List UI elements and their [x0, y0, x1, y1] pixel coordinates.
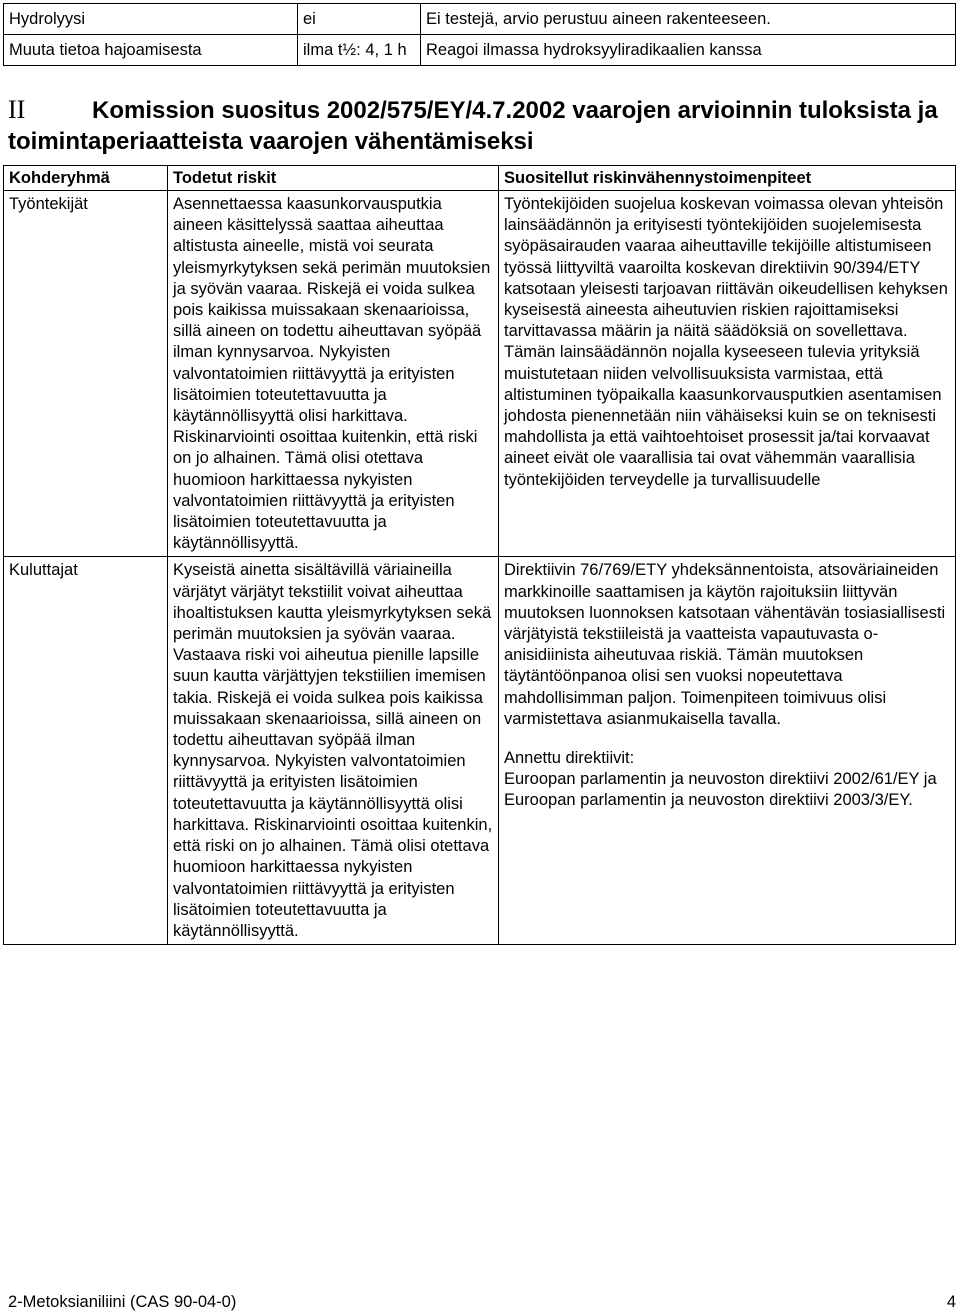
target-group-cell: Kuluttajat	[4, 557, 168, 945]
risk-measures-cell: Työntekijöiden suojelua koskevan voimassa olevan yhteisön lainsäädännön ja erityisesti työntekijöiden suojelemisesta syöpäsairauden vaaraa aiheuttaville tekijöille altistumiseen työssä liittyviltä vaaroilta koskevan direktiivin 90/394/ETY katsotaan yleisesti tarjoavan riittävän oikeudellisen kehyksen kyseisestä aineesta aiheutuvien riskien rajoittamiseksi tarvittavassa määrin ja näitä säädöksiä on sovellettava. Tämän lainsäädännön nojalla kyseeseen tulevia yrityksiä muistutetaan niiden velvollisuuksista varmistaa, että altistuminen työpaikalla kaasunkorvausputkien asentamisen johdosta pienennetään niin vähäiseksi kuin se on teknisesti mahdollista ja että vaihtoehtoiset prosessit ja/tai korvaavat aineet eivät ole vaarallisia tai ovat vähemmän vaarallisia työntekijöiden terveydelle ja turvallisuudelle	[499, 191, 956, 557]
property-note: Reagoi ilmassa hydroksyyliradikaalien kanssa	[421, 35, 956, 66]
issued-directives-label: Annettu direktiivit:	[504, 749, 635, 768]
issued-directives-text: Euroopan parlamentin ja neuvoston direktiivi 2002/61/EY ja Euroopan parlamentin ja neuvoston direktiivi 2003/3/EY.	[504, 770, 937, 810]
property-value: ei	[298, 4, 421, 35]
target-group-cell: Työntekijät	[4, 191, 168, 557]
table-header-row	[4, 166, 956, 191]
column-header-measures: Suositellut riskinvähennystoimenpiteet	[499, 166, 956, 191]
identified-risks-cell: Kyseistä ainetta sisältävillä väriaineilla värjätyt värjätyt tekstiilit voivat aiheuttaa ihoaltistuksen kautta yleismyrkytyksen sekä perimän muutoksien ja syövän vaaraa. Vastaava riski voi aiheutua pienille lapsille suun kautta värjättyjen tekstiilien imemisen takia. Riskejä ei voida sulkea pois kaikissa muissakaan skenaarioissa, sillä aineen on todettu aiheuttavan syöpää ilman kynnysarvoa. Nykyisten valvontatoimien riittävyyttä ja erityisten lisätoimien toteutettavuutta ja käytännöllisyyttä olisi harkittava. Riskinarviointi osoittaa kuitenkin, että riski on jo alhainen. Tämä olisi otettava huomioon harkittaessa nykyisten valvontatoimien riittävyyttä ja erityisten lisätoimien toteutettavuutta ja käytännöllisyyttä.	[168, 557, 499, 945]
section-title: Komission suositus 2002/575/EY/4.7.2002 vaarojen arvioinnin tuloksista ja toimintaperiaatteista vaarojen vähentämiseksi	[8, 97, 938, 155]
table-row	[4, 4, 956, 35]
section-number: II	[8, 95, 26, 124]
identified-risks-cell: Asennettaessa kaasunkorvausputkia aineen käsittelyssä saattaa aiheuttaa altistusta aineelle, mistä voi seurata yleismyrkytyksen sekä perimän muutoksien ja syövän vaaraa. Riskejä ei voida sulkea pois kaikissa muissakaan skenaarioissa, sillä aineen on todettu aiheuttavan syöpää ilman kynnysarvoa. Nykyisten valvontatoimien riittävyyttä ja erityisten lisätoimien toteutettavuutta ja käytännöllisyyttä olisi harkittava. Riskinarviointi osoittaa kuitenkin, että riski on jo alhainen. Tämä olisi otettava huomioon harkittaessa nykyisten valvontatoimien riittävyyttä ja erityisten lisätoimien toteutettavuutta ja käytännöllisyyttä.	[168, 191, 499, 557]
property-label: Hydrolyysi	[4, 4, 298, 35]
risk-table	[3, 165, 956, 945]
measures-text: Direktiivin 76/769/ETY yhdeksännentoista, atsoväriaineiden markkinoille saattamisen ja käytön rajoituksiin liittyvän muutoksen luonnoksen katsotaan vähentävän tosiasiallisesti värjätyistä tekstiileistä ja vaatteista vapautuvasta o-anisidiinista aiheutuvaa riskiä. Tämän muutoksen täytäntöönpanoa olisi sen vuoksi nopeutettava mahdollisimman paljon. Toimenpiteen toimivuus olisi varmistettava asianmukaisella tavalla.	[504, 561, 946, 728]
table-row	[4, 191, 956, 557]
properties-table	[3, 3, 956, 66]
footer-document-name: 2-Metoksianiliini (CAS 90-04-0)	[8, 1293, 237, 1311]
section-heading	[8, 94, 953, 157]
table-row	[4, 557, 956, 945]
column-header-risks: Todetut riskit	[168, 166, 499, 191]
risk-measures-cell	[499, 557, 956, 945]
table-row	[4, 35, 956, 66]
property-value: ilma t½: 4, 1 h	[298, 35, 421, 66]
page-number: 4	[946, 1293, 956, 1311]
property-label: Muuta tietoa hajoamisesta	[4, 35, 298, 66]
column-header-group: Kohderyhmä	[4, 166, 168, 191]
property-note: Ei testejä, arvio perustuu aineen rakenteeseen.	[421, 4, 956, 35]
